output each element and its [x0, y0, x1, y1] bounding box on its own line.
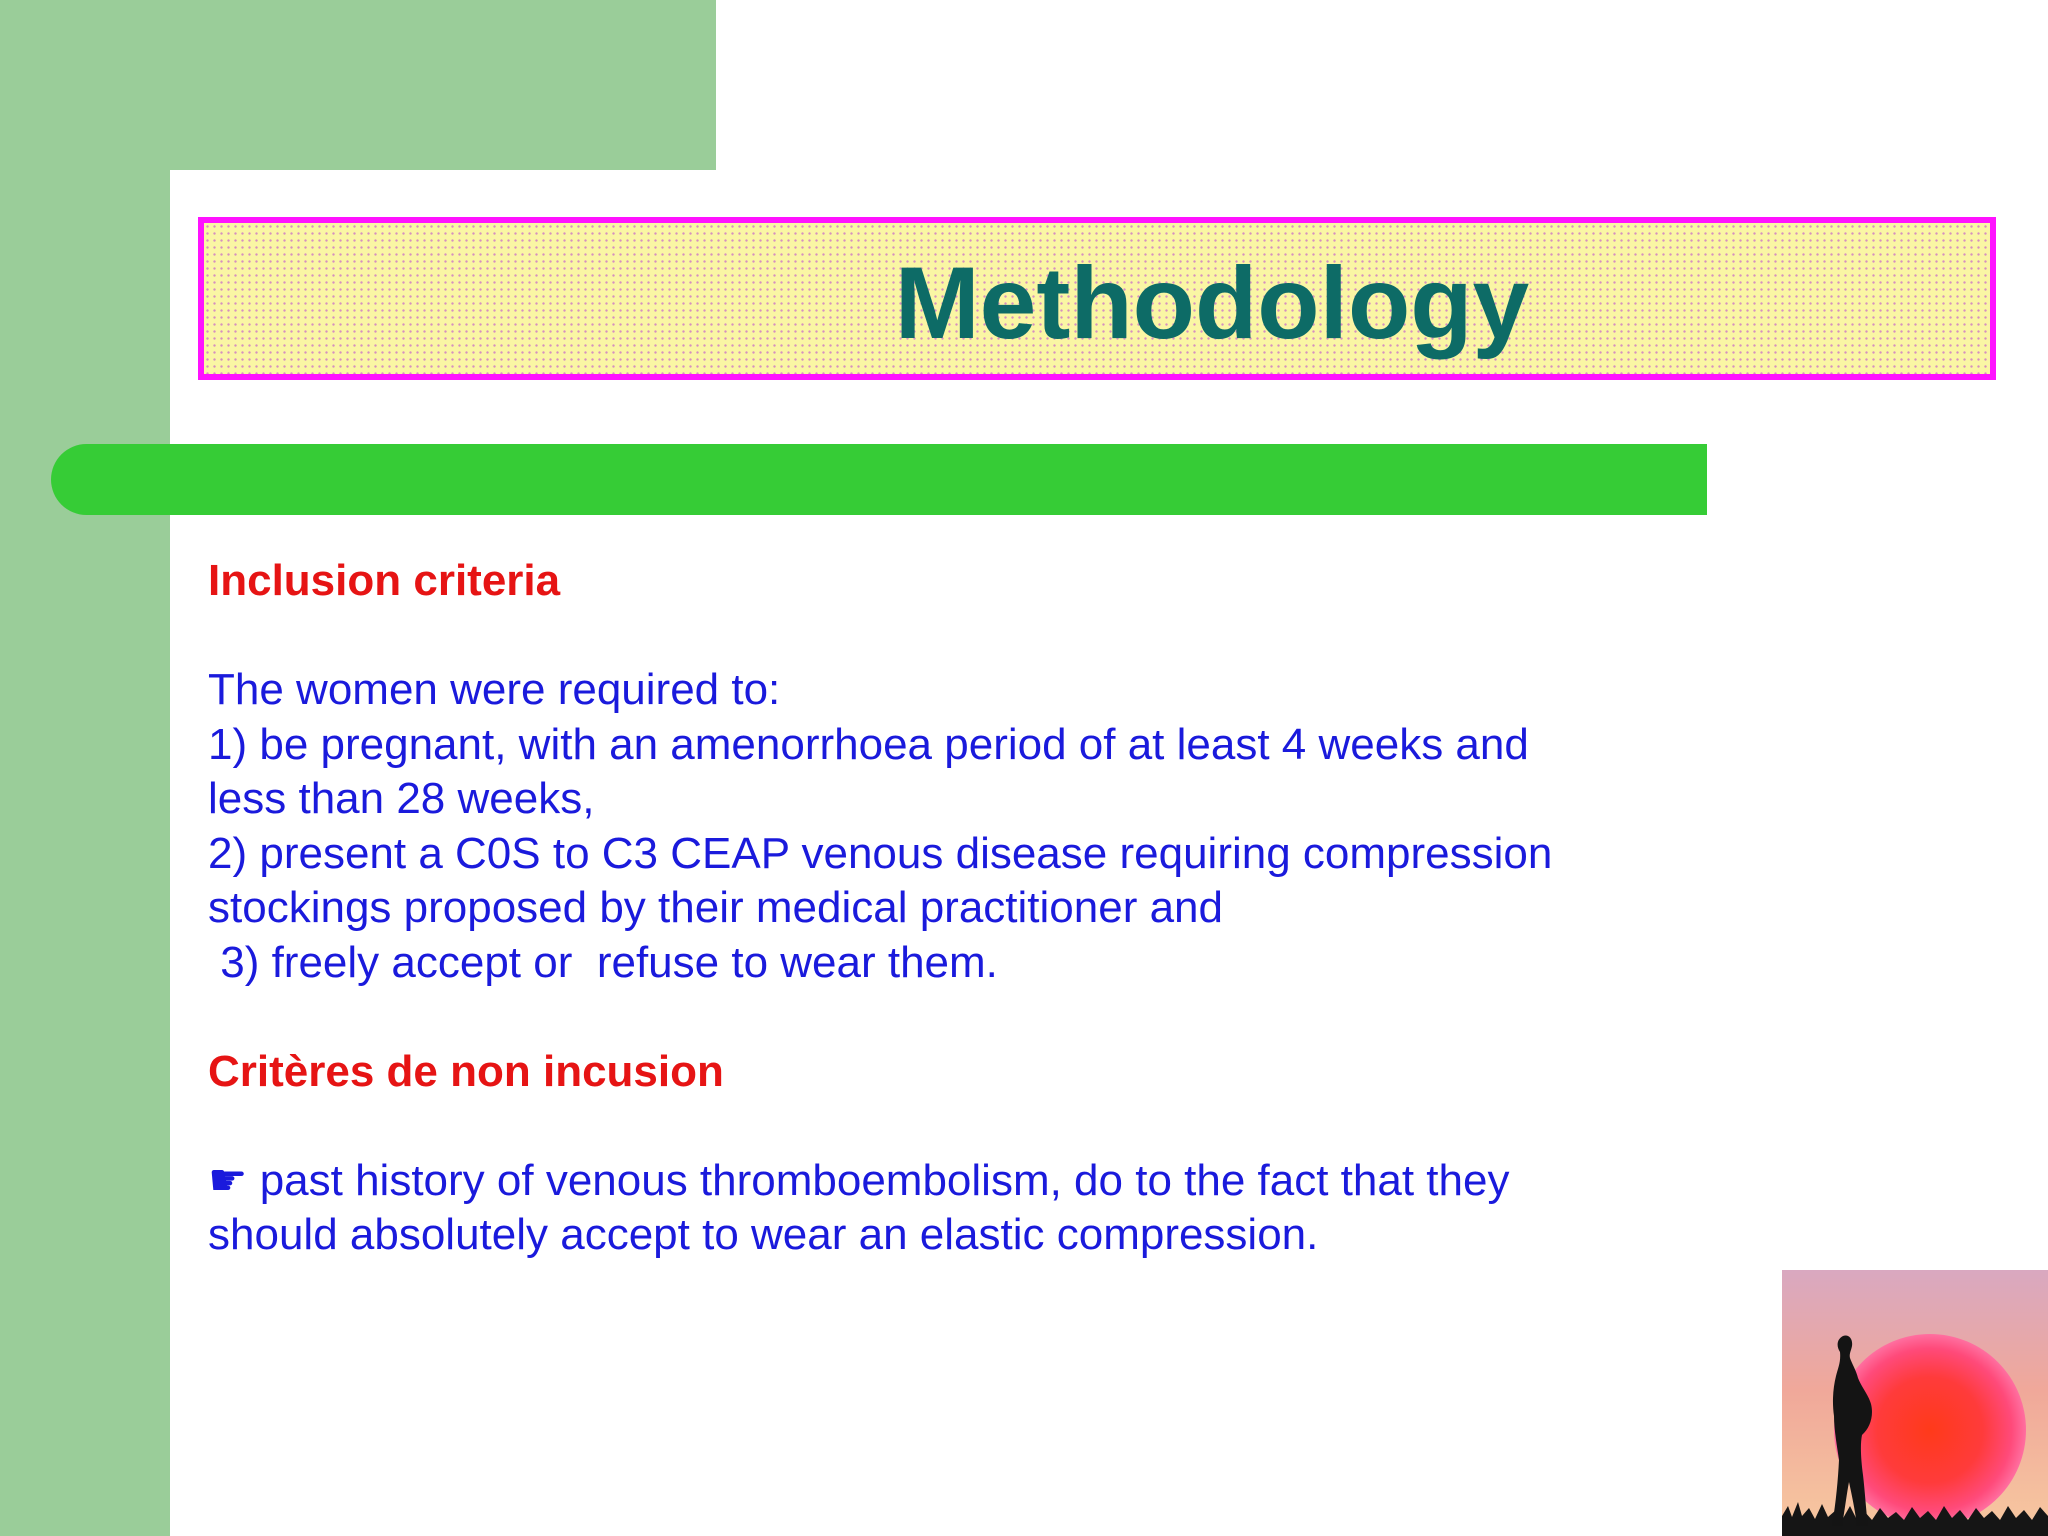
green-divider-bar: [51, 444, 1707, 515]
inclusion-line: 3) freely accept or refuse to wear them.: [208, 937, 998, 987]
pregnant-silhouette-photo: [1782, 1270, 2048, 1536]
exclusion-heading: Critères de non incusion: [208, 1046, 724, 1096]
exclusion-text: past history of venous thromboembolism, do to the fact that they: [259, 1155, 1510, 1205]
title-box: [198, 217, 1996, 380]
spacer: [208, 990, 1708, 1045]
slide-body: [208, 554, 1708, 1263]
spacer: [208, 1099, 1708, 1154]
inclusion-line: 1) be pregnant, with an amenorrhoea period of at least 4 weeks and: [208, 719, 1529, 769]
spacer: [208, 609, 1708, 664]
inclusion-intro: The women were required to:: [208, 665, 781, 714]
top-green-band: [0, 0, 716, 170]
pointing-hand-icon: ☛: [208, 1155, 248, 1205]
inclusion-line: stockings proposed by their medical practitioner and: [208, 883, 1223, 932]
inclusion-heading: Inclusion criteria: [208, 556, 561, 605]
slide-title: Methodology: [894, 245, 1530, 360]
exclusion-line: should absolutely accept to wear an elastic compression.: [208, 1210, 1319, 1259]
left-green-band: [0, 0, 170, 1536]
exclusion-bullet-line: [208, 1154, 1708, 1209]
inclusion-line: less than 28 weeks,: [208, 774, 595, 823]
inclusion-line: 2) present a C0S to C3 CEAP venous disease requiring compression: [208, 828, 1553, 878]
